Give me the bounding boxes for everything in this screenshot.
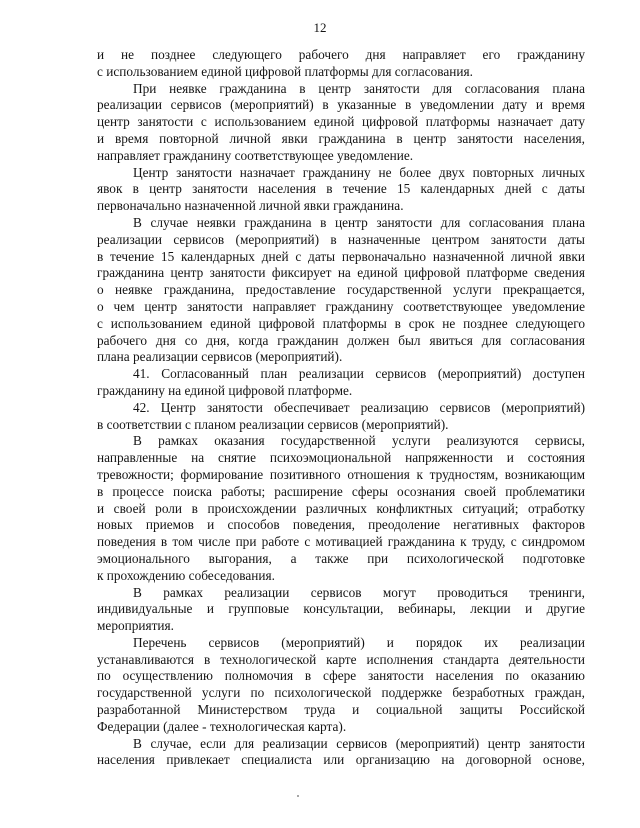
text-line: направленные на снятие психоэмоциональной напряженности и состояния (97, 450, 585, 466)
paragraph (97, 400, 585, 434)
paragraph (97, 736, 585, 770)
text-line: 42. Центр занятости обеспечивает реализацию сервисов (мероприятий) (133, 399, 585, 415)
text-line: В случае, если для реализации сервисов (мероприятий) центр занятости (133, 735, 585, 751)
text-line: реализации сервисов (мероприятий) в указанные в уведомлении дату и время (97, 97, 585, 113)
text-line: по осуществлению полномочия в сфере занятости населения по оказанию (97, 668, 585, 684)
text-line: При неявке гражданина в центр занятости для согласования плана (133, 80, 585, 96)
text-line: 41. Согласованный план реализации сервисов (мероприятий) доступен (133, 366, 585, 382)
text-line: В рамках оказания государственной услуги реализуются сервисы, (133, 433, 585, 449)
text-line: в процессе поиска работы; расширение сферы осознания своей проблематики (97, 483, 585, 499)
text-line: о неявке гражданина, предоставление государственной услуги прекращается, (97, 282, 585, 298)
text-line: плана реализации сервисов (мероприятий). (97, 349, 343, 365)
text-line: государственной услуги по психологической поддержке безработных граждан, (97, 685, 585, 701)
paragraph (97, 47, 585, 81)
text-line: разработанной Министерством труда и социальной защиты Российской (97, 702, 585, 718)
text-line: тревожности; формирование позитивного отношения к трудностям, возникающим (97, 466, 585, 482)
text-line: явок в центр занятости населения в течение 15 календарных дней с даты (97, 181, 585, 197)
text-line: и не позднее следующего рабочего дня направляет его гражданину (97, 47, 585, 62)
text-line: эмоционального выгорания, а также при психологической подготовке (97, 550, 585, 566)
text-line: Перечень сервисов (мероприятий) и порядок их реализации (133, 634, 585, 650)
document-body (97, 47, 585, 769)
text-line: В случае неявки гражданина в центр занятости для согласования плана (133, 214, 585, 230)
text-line: и время повторной личной явки гражданина в центр занятости населения, (97, 130, 585, 146)
text-line: мероприятия. (97, 618, 174, 634)
paragraph (97, 165, 585, 215)
text-line: населения привлекает специалиста или организацию на договорной основе, (97, 752, 585, 768)
text-line: центр занятости с использованием единой цифровой платформы назначает дату (97, 114, 585, 130)
scan-speck (297, 795, 299, 797)
paragraph (97, 366, 585, 400)
text-line: о чем центр занятости направляет гражданину соответствующее уведомление (97, 298, 585, 314)
paragraph (97, 81, 585, 165)
text-line: В рамках реализации сервисов могут проводиться тренинги, (133, 584, 585, 600)
page-number: 12 (313, 20, 327, 35)
text-line: направляет гражданину соответствующее уведомление. (97, 147, 414, 163)
text-line: Центр занятости назначает гражданину не более двух повторных личных (133, 164, 585, 180)
paragraph (97, 433, 585, 584)
text-line: к прохождению собеседования. (97, 567, 275, 583)
text-line: реализации сервисов (мероприятий) в назначенные центром занятости даты (97, 231, 585, 247)
text-line: Федерации (далее - технологическая карта). (97, 718, 347, 734)
text-line: индивидуальные и групповые консультации, вебинары, лекции и другие (97, 601, 585, 617)
text-line: в течение 15 календарных дней с даты первоначально назначенной личной явки (97, 248, 585, 264)
text-line: рабочего дня со дня, когда гражданин должен был явиться для согласования (97, 332, 585, 348)
text-line: новых приемов и способов поведения, преодоление негативных факторов (97, 517, 585, 533)
text-line: устанавливаются в технологической карте исполнения стандарта деятельности (97, 651, 585, 667)
paragraph (97, 635, 585, 736)
paragraph (97, 585, 585, 635)
text-line: гражданина центр занятости фиксирует на единой цифровой платформе сведения (97, 265, 585, 281)
text-line: поведения в том числе при работе с мотивацией гражданина к труду, с синдромом (97, 534, 585, 550)
text-line: в соответствии с планом реализации сервисов (мероприятий). (97, 416, 449, 432)
paragraph (97, 215, 585, 366)
text-line: гражданину на единой цифровой платформе. (97, 382, 353, 398)
text-line: с использованием единой цифровой платформы в срок не позднее следующего (97, 315, 585, 331)
text-line: и своей роли в происхождении различных конфликтных ситуаций; отработку (97, 500, 585, 516)
text-line: первоначально назначенной личной явки гражданина. (97, 198, 404, 214)
text-line: с использованием единой цифровой платформы для согласования. (97, 63, 473, 79)
